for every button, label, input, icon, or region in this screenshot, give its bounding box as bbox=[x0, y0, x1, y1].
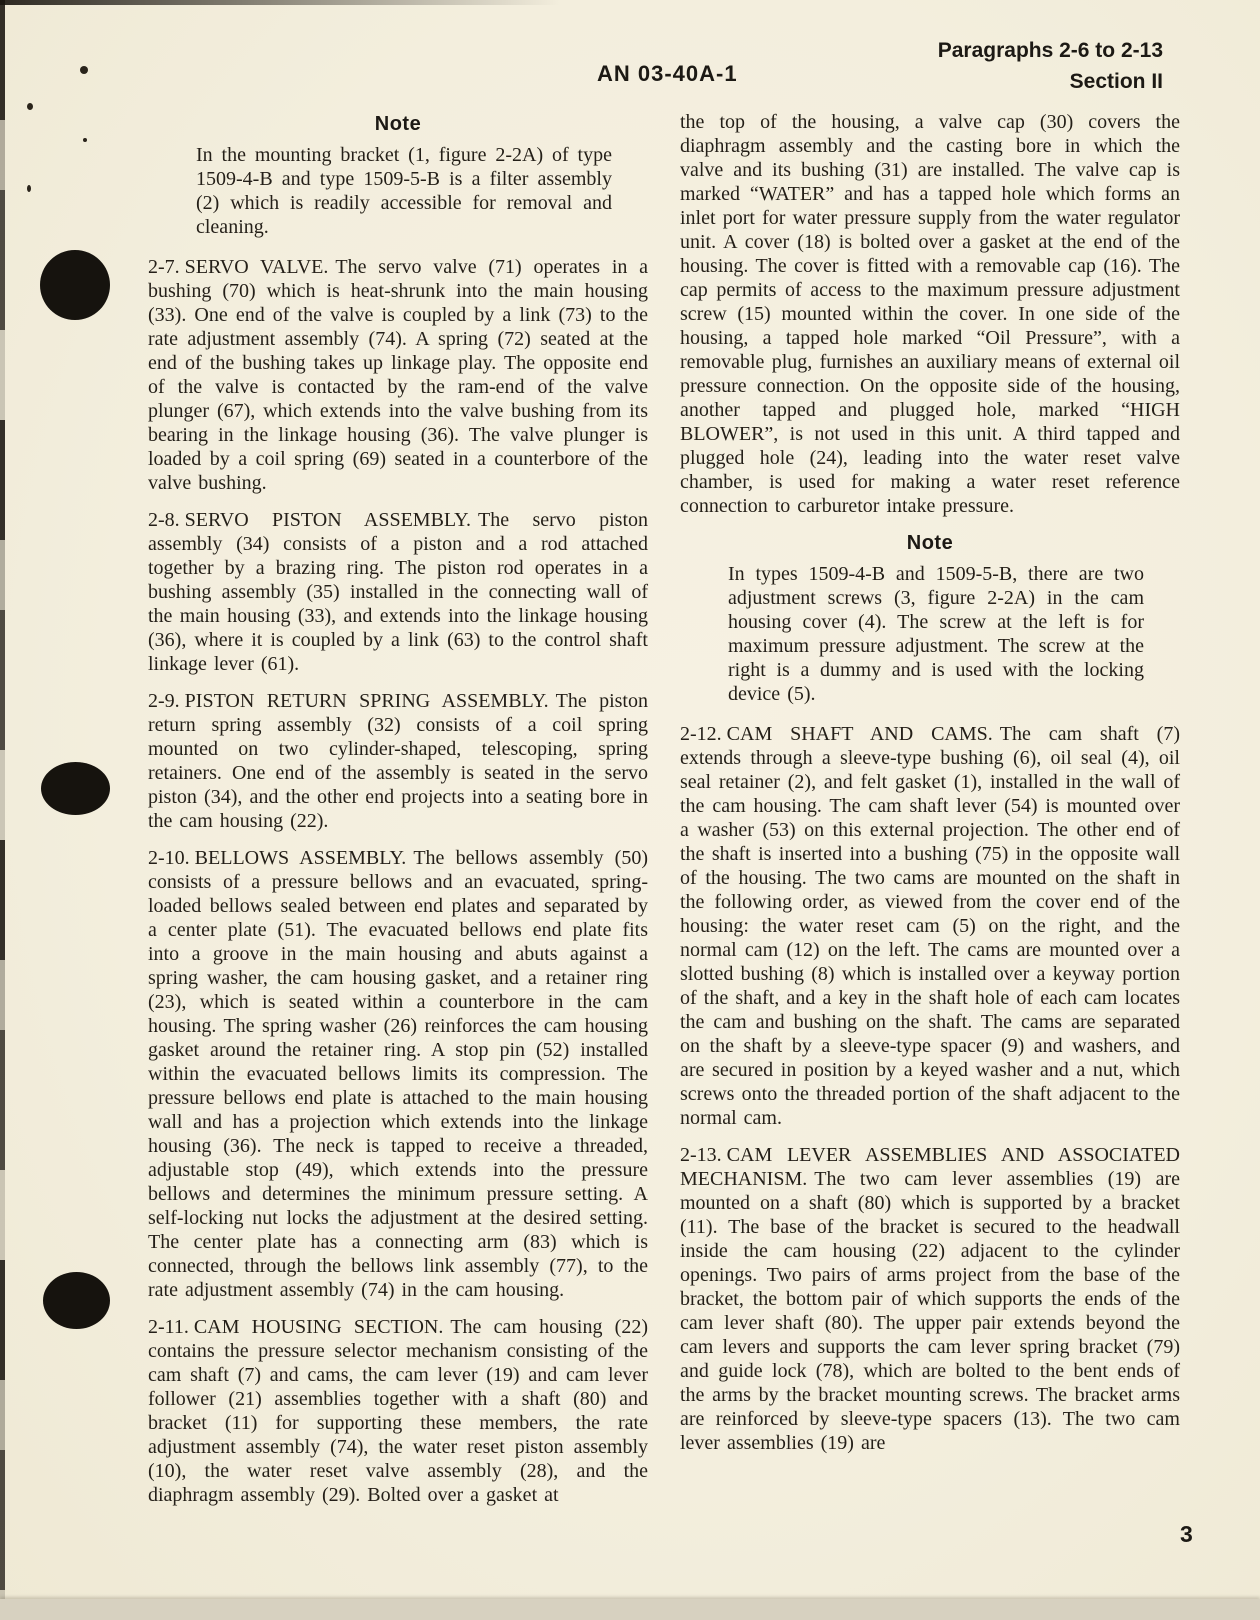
section-label: Section II bbox=[1069, 70, 1163, 93]
paragraph-body: The cam shaft (7) extends through a sleeve-type bushing (6), oil seal (4), oil seal retainer (2), and felt gasket (1), installed in the wall of the cam housing. The cam shaft lever (54) is mounted over a washer (53) on this external projection. The other end of the shaft is inserted into a bushing (75) in the opposite wall of the housing. The two cams are mounted on the shaft in the following order, as viewed from the cover end of the housing: the water reset cam (5) on the right, and the normal cam (12) on the left. The cams are mounted over a slotted bushing (8) which is installed over a keyway portion of the shaft, and a key in the shaft hole of each cam locates the cam and bushing on the shaft. The cams are separated on the shaft by a sleeve-type spacer (9) and washers, and are secured in position by a keyed washer and a nut, which screws onto the threaded portion of the shaft adjacent to the normal cam. bbox=[680, 723, 1180, 1129]
paragraph-2-10 bbox=[148, 846, 648, 1302]
paragraph-title: CAM LEVER ASSEMBLIES AND ASSOCIATED MECHANISM. bbox=[680, 1144, 1180, 1190]
scan-edge-bottom bbox=[0, 1599, 1260, 1620]
paragraph-number: 2-12. bbox=[680, 723, 722, 745]
paragraph-2-9 bbox=[148, 689, 648, 833]
ink-speck bbox=[80, 66, 88, 74]
note-body: In types 1509-4-B and 1509-5-B, there are two adjustment screws (3, figure 2-2A) in the cam housing cover (4). The screw at the left is for maximum pressure adjustment. The screw at the right is a dummy and is used with the locking device (5). bbox=[728, 563, 1144, 705]
paragraph-body: The piston return spring assembly (32) consists of a coil spring mounted on two cylinder-shaped, telescoping, spring retainers. One end of the assembly is seated in the servo piston (34), and the other end projects into a seating bore in the cam housing (22). bbox=[148, 690, 648, 832]
paragraph-number: 2-9. bbox=[148, 690, 180, 712]
note-heading: Note bbox=[374, 113, 422, 135]
left-column bbox=[148, 110, 648, 1507]
ink-speck bbox=[27, 103, 33, 110]
paragraph-number: 2-8. bbox=[148, 509, 180, 531]
paragraph-body: The bellows assembly (50) consists of a pressure bellows and an evacuated, spring-loaded bellows sealed between end plates and separated by a center plate (51). The evacuated bellows end plate fits into a groove in the main housing and abuts against a spring washer, the cam housing gasket, and a retainer ring (23), which is seated within a counterbore in the cam housing. The spring washer (26) reinforces the cam housing gasket around the retainer ring. A stop pin (52) installed within the evacuated bellows limits its compression. The pressure bellows end plate is attached to the main housing wall and has a projection which extends into the linkage housing (36). The neck is tapped to receive a threaded, adjustable stop (49), which extends into the pressure bellows and determines the minimum pressure setting. A self-locking nut locks the adjustment at the desired setting. The center plate has a connecting arm (83) which is connected, through the bellows link assembly (77), to the rate adjustment assembly (74) in the cam housing. bbox=[148, 847, 648, 1301]
paragraph-2-7 bbox=[148, 255, 648, 495]
ink-speck bbox=[83, 138, 87, 142]
paragraph-title: CAM SHAFT AND CAMS. bbox=[726, 723, 993, 745]
note-block bbox=[148, 112, 648, 239]
paragraph-body: The cam housing (22) contains the pressure selector mechanism consisting of the cam shaft (7) and cams, the cam lever (19) and cam lever follower (21) assemblies together with a shaft (80) and bracket (11) for supporting these members, the rate adjustment assembly (74), the water reset piston assembly (10), the water reset valve assembly (28), and the diaphragm assembly (29). Bolted over a gasket at bbox=[148, 1316, 648, 1506]
paragraph-2-13 bbox=[680, 1143, 1180, 1455]
document-number: AN 03-40A-1 bbox=[597, 61, 738, 86]
paragraph-number: 2-11. bbox=[148, 1316, 189, 1338]
paragraph-2-11 bbox=[148, 1315, 648, 1507]
paragraph-body: The servo piston assembly (34) consists of a piston and a rod attached together by a brazing ring. The piston rod operates in a bushing assembly (35) installed in the connecting wall of the main housing (33), and extends into the linkage housing (36), where it is coupled by a link (63) to the control shaft linkage lever (61). bbox=[148, 509, 649, 675]
page-number: 3 bbox=[1180, 1521, 1193, 1547]
right-column bbox=[680, 110, 1180, 1455]
paragraph-title: PISTON RETURN SPRING ASSEMBLY. bbox=[184, 690, 549, 712]
punch-hole-mark bbox=[40, 250, 110, 320]
paragraph-number: 2-10. bbox=[148, 847, 190, 869]
continuation-paragraph: the top of the housing, a valve cap (30) covers the diaphragm assembly and the casting bore in which the valve and its bushing (31) are installed. The valve cap is marked “WATER” and has a tapped hole which forms an inlet port for water pressure supply from the water regulator unit. A cover (18) is bolted over a gasket at the end of the housing. The cover is fitted with a removable cap (16). The cap permits of access to the maximum pressure adjustment screw (15) mounted within the cover. In one side of the housing, a tapped hole marked “Oil Pressure”, with a removable plug, furnishes an auxiliary means of external oil pressure connection. On the opposite side of the housing, another tapped and plugged hole, marked “HIGH BLOWER”, is not used in this unit. A third tapped and plugged hole (24), leading into the water reset valve chamber, is used for making a water reset reference connection to carburetor intake pressure. bbox=[680, 111, 1180, 517]
note-heading: Note bbox=[906, 532, 954, 554]
paragraph-title: CAM HOUSING SECTION. bbox=[193, 1316, 444, 1338]
note-block bbox=[680, 531, 1180, 706]
punch-hole-mark bbox=[41, 762, 110, 815]
scan-edge-top bbox=[0, 0, 560, 5]
paragraph-body: The servo valve (71) operates in a bushing (70) which is heat-shrunk into the main housing (33). One end of the valve is coupled by a link (73) to the rate adjustment assembly (74). A spring (72) seated at the end of the bushing takes up linkage play. The opposite end of the valve is contacted by the ram-end of the valve plunger (67), which extends into the valve bushing from its bearing in the linkage housing (36). The valve plunger is loaded by a coil spring (69) seated in a counterbore of the valve bushing. bbox=[148, 256, 649, 494]
paragraph-body: The two cam lever assemblies (19) are mounted on a shaft (80) which is supported by a bracket (11). The base of the bracket is secured to the headwall inside the cam housing (22) adjacent to the cylinder openings. Two pairs of arms project from the base of the bracket, the bottom pair of which supports the ends of the cam lever shaft (80). The upper pair extends beyond the cam levers and supports the cam lever spring bracket (79) and guide lock (78), which are bolted to the bent ends of the arms by the bracket mounting screws. The bracket arms are reinforced by sleeve-type spacers (13). The two cam lever assemblies (19) are bbox=[680, 1168, 1180, 1454]
ink-speck bbox=[27, 185, 31, 192]
paragraph-title: SERVO PISTON ASSEMBLY. bbox=[184, 509, 471, 531]
paragraph-range: Paragraphs 2-6 to 2-13 bbox=[937, 39, 1163, 62]
paragraph-number: 2-13. bbox=[680, 1144, 722, 1166]
paragraph-title: SERVO VALVE. bbox=[184, 256, 329, 278]
scan-edge-left bbox=[0, 0, 5, 1620]
paragraph-2-8 bbox=[148, 508, 648, 676]
paragraph-title: BELLOWS ASSEMBLY. bbox=[194, 847, 407, 869]
paragraph-2-12 bbox=[680, 722, 1180, 1130]
punch-hole-mark bbox=[43, 1272, 110, 1329]
note-body: In the mounting bracket (1, figure 2-2A) of type 1509-4-B and type 1509-5-B is a filter assembly (2) which is readily accessible for removal and cleaning. bbox=[196, 144, 612, 238]
paragraph-number: 2-7. bbox=[148, 256, 180, 278]
